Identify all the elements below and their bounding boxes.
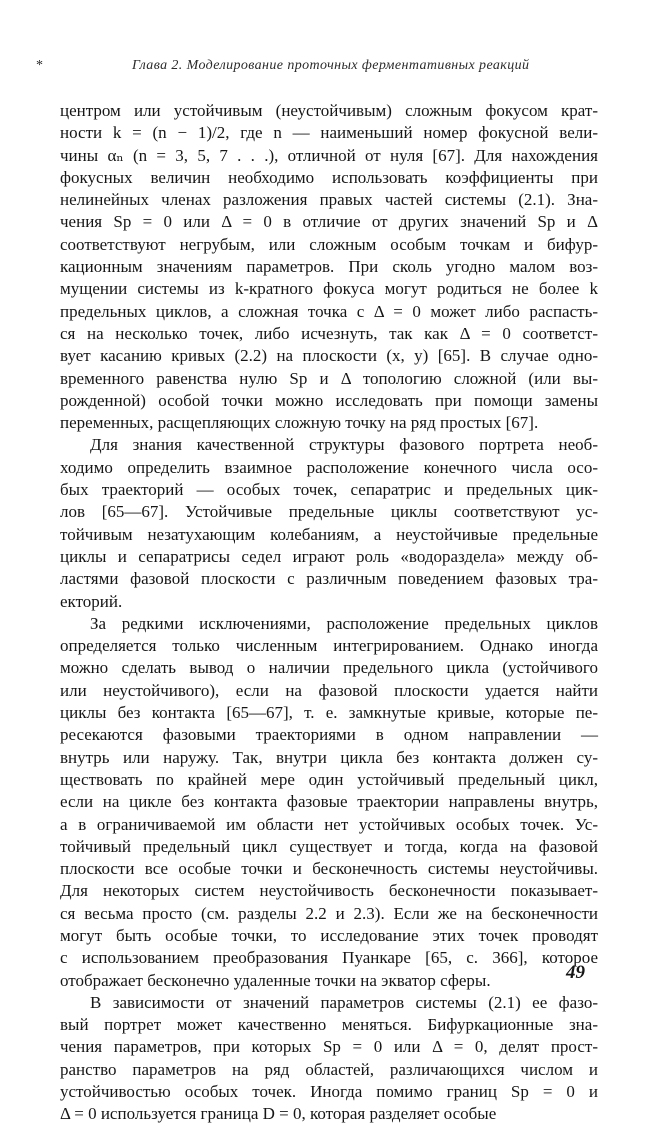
text-line: рожденной) особой точки можно исследовать при помощи замены [60, 390, 598, 410]
text-line: а в ограничиваемой им области нет устойчивых особых точек. Ус- [60, 814, 598, 834]
text-line: ся весьма просто (см. разделы 2.2 и 2.3). Если же на бесконечности [60, 903, 598, 923]
page-number: 49 [566, 962, 585, 983]
text-line: можно сделать вывод о наличии предельного цикла (устойчивого [60, 658, 598, 678]
running-head-title: Глава 2. Моделирование проточных ферментативных реакций [132, 58, 530, 73]
paragraph [60, 992, 598, 1126]
text-line: могут быть особые точки, то исследование этих точек проводят [60, 925, 598, 945]
text-line: В зависимости от значений параметров системы (2.1) ее фазо- [90, 992, 598, 1012]
text-line: переменных, расщепляющих сложную точку на ряд простых [67]. [60, 413, 539, 433]
text-line: Для знания качественной структуры фазового портрета необ- [90, 435, 598, 455]
text-line: мущении системы из k-кратного фокуса могут родиться не более k [60, 279, 598, 299]
text-line: предельных циклов, а сложная точка с Δ = 0 может либо распасть- [60, 301, 598, 321]
text-line: ходимо определить взаимное расположение конечного числа осо- [60, 457, 598, 477]
text-line: с использованием преобразования Пуанкаре [65, с. 366], которое [60, 948, 598, 968]
text-line: центром или устойчивым (неустойчивым) сложным фокусом крат- [60, 101, 598, 120]
text-line: соответствуют негрубым, или сложным особым точкам и бифур- [60, 234, 598, 254]
text-line: вый портрет может качественно меняться. Бифуркационные зна- [60, 1015, 598, 1035]
text-line: или неустойчивого), если на фазовой плоскости удается найти [60, 680, 598, 700]
text-line: ресекаются фазовыми траекториями в одном направлении — [60, 725, 598, 745]
text-line: екторий. [60, 591, 123, 611]
paragraph [60, 434, 598, 612]
text-line: временного равенства нулю Sp и Δ топологию сложной (или вы- [60, 368, 598, 388]
text-line: нелинейных членах разложения правых частей системы (2.1). Зна- [60, 190, 598, 210]
text-line: определяется только численным интегрированием. Однако иногда [60, 636, 598, 656]
text-line: устойчивостью особых точек. Иногда помимо границ Sp = 0 и [60, 1082, 598, 1102]
text-line: ся на несколько точек, либо исчезнуть, так как Δ = 0 соответст- [60, 323, 598, 343]
text-line: Δ = 0 используется граница D = 0, которая разделяет особые [60, 1104, 497, 1124]
text-line: чения Sp = 0 или Δ = 0 в отличие от других значений Sp и Δ [60, 212, 598, 232]
text-line: внутрь или наружу. Так, внутри цикла без контакта должен су- [60, 747, 598, 767]
text-line: тойчивым незатухающим колебаниям, а неустойчивые предельные [60, 524, 598, 544]
text-line: если на цикле без контакта фазовые траектории направлены внутрь, [60, 792, 598, 812]
text-line: ранство параметров на ряд областей, различающихся числом и [60, 1059, 598, 1079]
text-line: чины αₙ (n = 3, 5, 7 . . .), отличной от нуля [67]. Для нахождения [60, 145, 598, 165]
text-line: циклы и сепаратрисы седел играют роль «водораздела» между об- [60, 546, 598, 566]
text-line: Для некоторых систем неустойчивость бесконечности показывает- [60, 881, 598, 901]
text-line: плоскости все особые точки и бесконечность системы неустойчивы. [60, 859, 598, 879]
text-line: отображает бесконечно удаленные точки на экватор сферы. [60, 970, 491, 990]
text-line: фокусных величин необходимо использовать коэффициенты при [60, 167, 598, 187]
text-line: чения параметров, при которых Sp = 0 или Δ = 0, делят прост- [60, 1037, 598, 1057]
paragraph [60, 613, 598, 992]
text-line: вует касанию кривых (2.2) на плоскости (x, y) [65]. В случае одно- [60, 346, 598, 366]
body-text [60, 100, 598, 1126]
text-line: ществовать по крайней мере один устойчивый предельный цикл, [60, 769, 598, 789]
text-line: циклы без контакта [65—67], т. е. замкнутые кривые, которые пе- [60, 703, 598, 723]
text-line: За редкими исключениями, расположение предельных циклов [90, 613, 598, 633]
text-line: бых траекторий — особых точек, сепаратрис и предельных цик- [60, 480, 598, 500]
text-line: лов [65—67]. Устойчивые предельные циклы соответствуют ус- [60, 502, 598, 522]
text-line: ности k = (n − 1)/2, где n — наименьший номер фокусной вели- [60, 123, 598, 143]
text-line: тойчивый предельный цикл существует и тогда, когда на фазовой [60, 836, 598, 856]
text-line: кационным значениям параметров. При сколь угодно малом воз- [60, 257, 598, 277]
text-line: ластями фазовой плоскости с различным поведением фазовых тра- [60, 569, 598, 589]
paragraph [60, 100, 598, 434]
header-mark: * [36, 58, 44, 73]
